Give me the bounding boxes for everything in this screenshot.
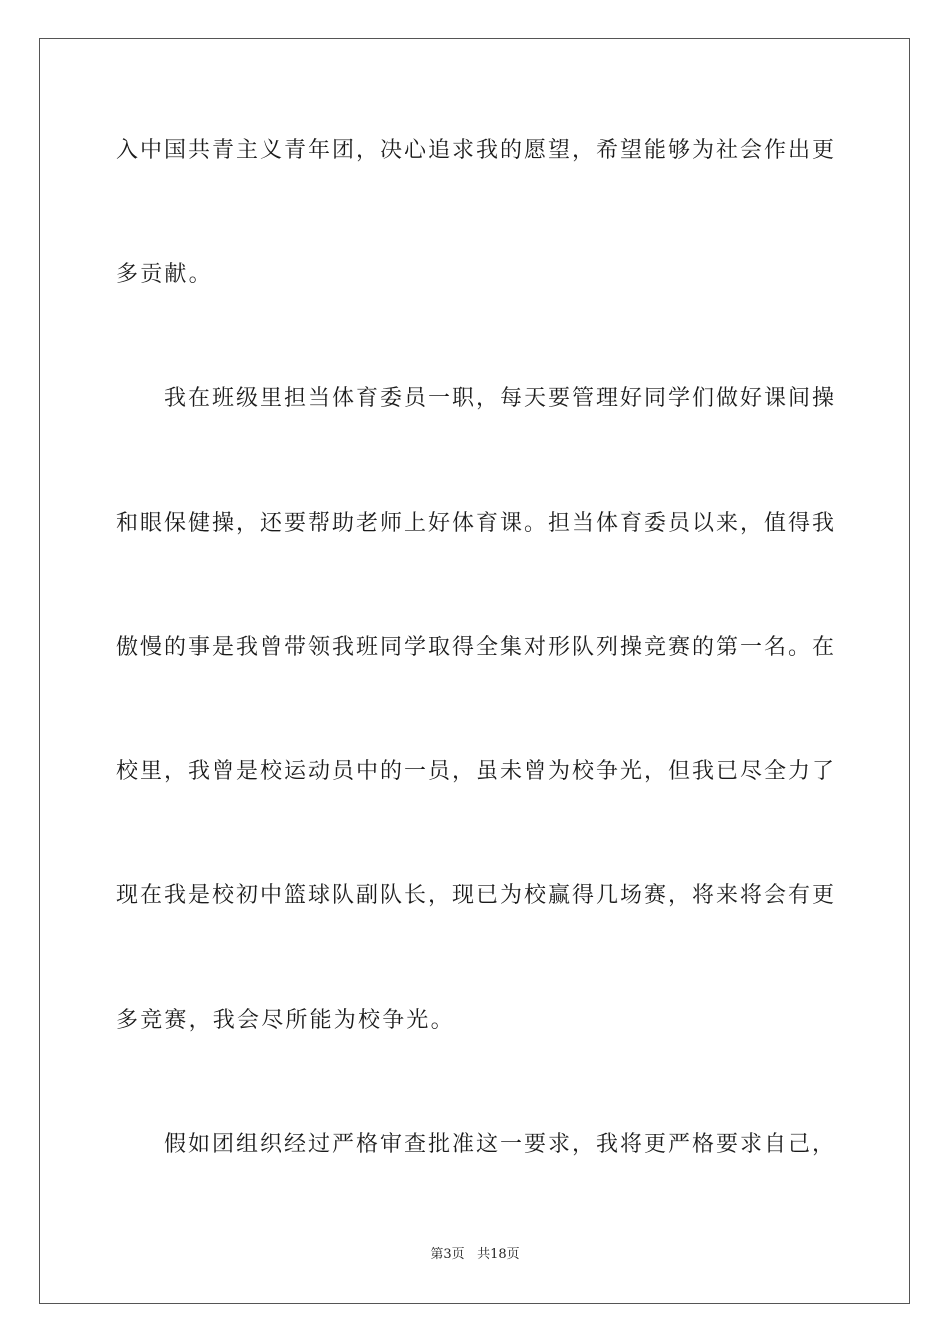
text-line-2: 多贡献。	[116, 262, 213, 287]
text-line-1: 入中国共青主义青年团，决心追求我的愿望，希望能够为社会作出更	[116, 138, 834, 163]
text-line-3: 我在班级里担当体育委员一职，每天要管理好同学们做好课间操	[164, 386, 834, 411]
text-line-7: 现在我是校初中篮球队副队长，现已为校赢得几场赛，将来将会有更	[116, 883, 834, 908]
text-line-9: 假如团组织经过严格审查批准这一要求，我将更严格要求自己，	[164, 1132, 834, 1157]
page-frame	[39, 38, 910, 1304]
total-pages-label: 共18页	[477, 1247, 520, 1262]
text-line-5: 傲慢的事是我曾带领我班同学取得全集对形队列操竞赛的第一名。在	[116, 635, 834, 660]
text-line-4: 和眼保健操，还要帮助老师上好体育课。担当体育委员以来，值得我	[116, 511, 834, 536]
page-footer	[0, 1246, 950, 1264]
current-page-label: 第3页	[430, 1247, 465, 1262]
text-line-8: 多竞赛，我会尽所能为校争光。	[116, 1008, 455, 1033]
text-line-6: 校里，我曾是校运动员中的一员，虽未曾为校争光，但我已尽全力了	[116, 759, 834, 784]
